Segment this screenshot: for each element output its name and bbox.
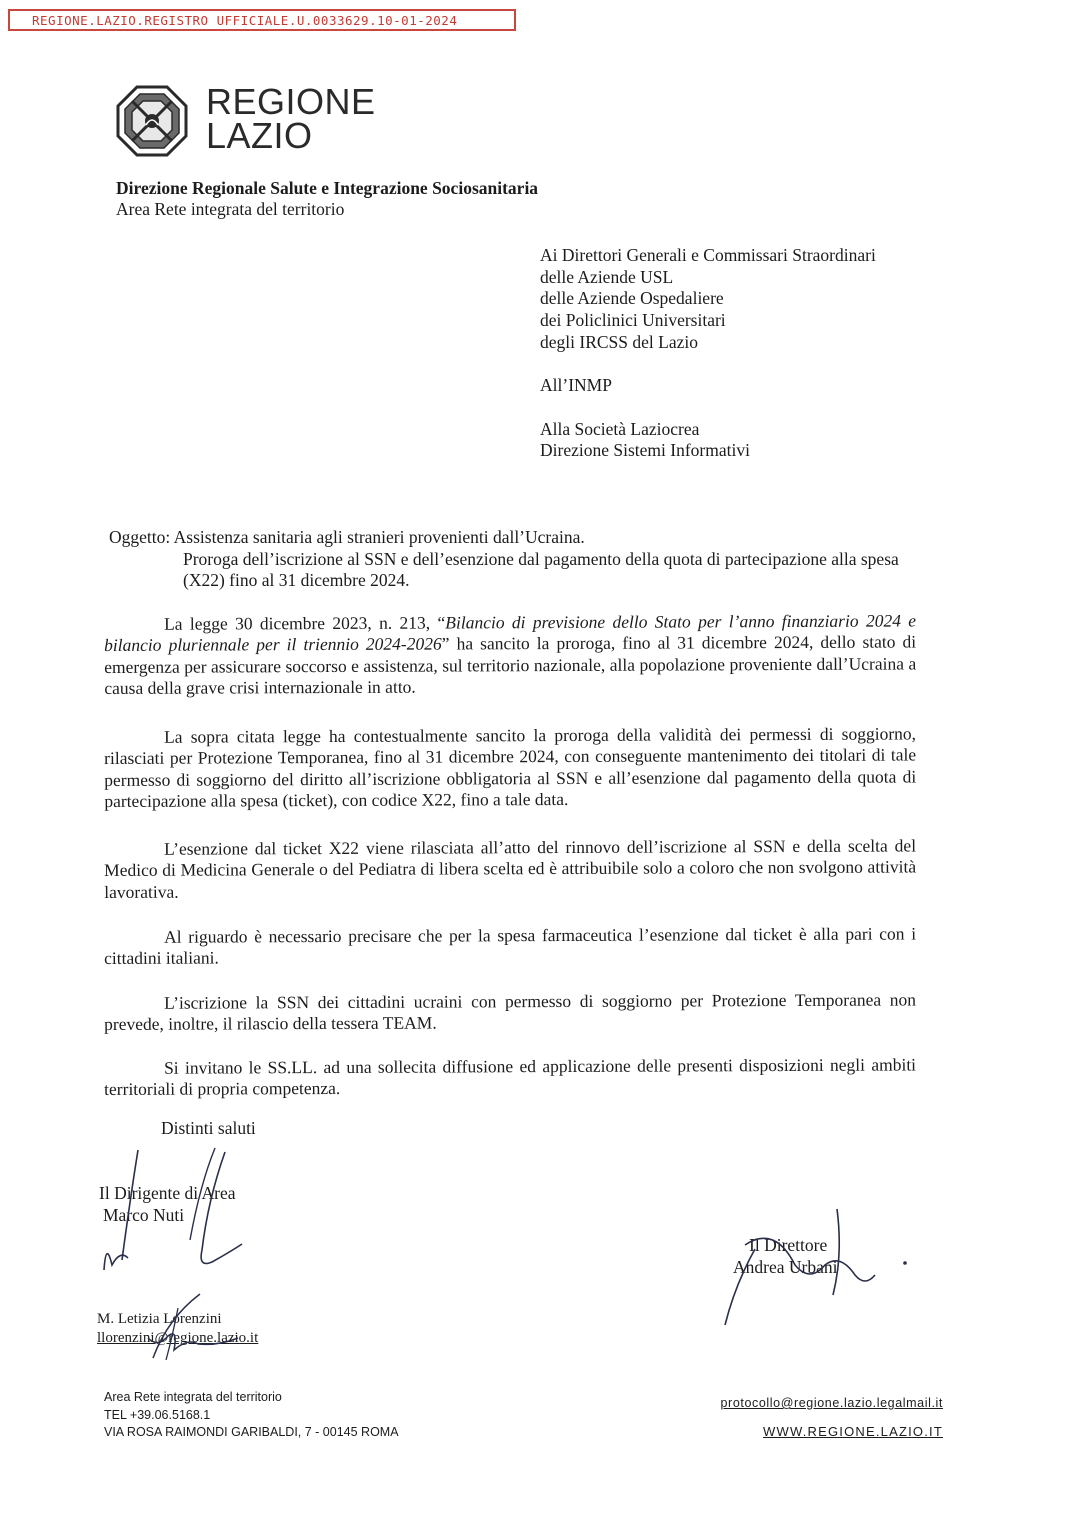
contact-name: M. Letizia Lorenzini xyxy=(97,1311,222,1327)
website-link[interactable]: WWW.REGIONE.LAZIO.IT xyxy=(763,1424,943,1439)
recipient-line: Ai Direttori Generali e Commissari Straordinari xyxy=(540,245,876,265)
paragraph-1-end: ” ha sancito la proroga, fino al 31 dicembre 2024, dello stato di emergenza per assicurare soccorso e assistenza, sul territorio nazionale, alla popolazione proveniente dall’Ucraina a causa della grave crisi internazionale in atto. xyxy=(104,631,917,698)
footer-address xyxy=(104,1389,399,1442)
right-signatory-name: Andrea Urbani xyxy=(733,1256,838,1277)
department-name: Direzione Regionale Salute e Integrazione Sociosanitaria xyxy=(116,178,539,198)
recipient-line: delle Aziende USL xyxy=(540,266,674,287)
body-paragraph-4: Al riguardo è necessario precisare che per la spesa farmaceutica l’esenzione dal ticket è alla pari con i cittadini italiani. xyxy=(104,923,917,969)
logo-line-2: LAZIO xyxy=(206,115,313,156)
subject-label: Oggetto: xyxy=(109,527,171,547)
recipient-line: delle Aziende Ospedaliere xyxy=(540,288,724,309)
left-signatory-name: Marco Nuti xyxy=(103,1204,185,1225)
pec-email-link[interactable]: protocollo@regione.lazio.legalmail.it xyxy=(720,1396,943,1410)
area-name: Area Rete integrata del territorio xyxy=(116,199,345,219)
right-signatory xyxy=(733,1235,837,1278)
recipient-line: Alla Società Laziocrea xyxy=(540,418,700,439)
recipient-spacer xyxy=(540,354,876,376)
body-paragraph-1 xyxy=(104,610,916,699)
left-signatory xyxy=(99,1183,236,1226)
recipients-block xyxy=(540,245,876,462)
contact-block xyxy=(97,1310,258,1348)
recipient-line: degli IRCSS del Lazio xyxy=(540,331,698,352)
closing-salutation: Distinti saluti xyxy=(161,1118,256,1138)
recipient-spacer xyxy=(540,397,876,419)
recipient-line: Direzione Sistemi Informativi xyxy=(540,440,750,461)
regione-lazio-emblem-icon xyxy=(116,85,188,157)
footer-phone: TEL +39.06.5168.1 xyxy=(104,1407,211,1422)
footer-links xyxy=(721,1396,944,1439)
body-paragraph-3: L’esenzione dal ticket X22 viene rilasciata all’atto del rinnovo dell’iscrizione al SSN e della scelta del Medico di Medicina Generale o del Pediatra di libera scelta ed è attribuibile solo a coloro che non svolgono attività lavorativa. xyxy=(104,835,917,902)
right-signatory-role: Il Direttore xyxy=(749,1235,828,1255)
law-title: Bilancio di previsione dello Stato per l’anno finanziario 2024 e bilancio pluriennale per il triennio 2024-2026 xyxy=(104,610,917,656)
body-paragraph-2: La sopra citata legge ha contestualmente sancito la proroga della validità dei permessi di soggiorno, rilasciati per Protezione Temporanea, fino al 31 dicembre 2024, con conseguente mantenimento dei titolari di tale permesso di soggiorno del diritto all’iscrizione obbligatoria al SSN e all’esenzione dal pagamento della quota di partecipazione alla spesa (ticket), con codice X22, fino a tale data. xyxy=(104,723,917,811)
left-signatory-role: Il Dirigente di Area xyxy=(99,1183,236,1203)
footer-office: Area Rete integrata del territorio xyxy=(104,1390,282,1404)
recipient-line: dei Policlinici Universitari xyxy=(540,310,726,331)
subject-title: Assistenza sanitaria agli stranieri provenienti dall’Ucraina. xyxy=(173,527,585,547)
subject-block xyxy=(109,527,919,592)
recipient-line: All’INMP xyxy=(540,375,612,396)
contact-email[interactable]: llorenzini@regione.lazio.it xyxy=(97,1330,259,1346)
logo-line-1: REGIONE xyxy=(206,81,376,122)
body-paragraph-6: Si invitano le SS.LL. ad una sollecita diffusione ed applicazione delle presenti disposizioni negli ambiti territoriali di propria competenza. xyxy=(104,1054,917,1100)
subject-detail: Proroga dell’iscrizione al SSN e dell’esenzione dal pagamento della quota di partecipazione alla spesa (X22) fino al 31 dicembre 2024. xyxy=(183,548,899,590)
paragraph-1-start: La legge 30 dicembre 2023, n. 213, “ xyxy=(163,612,446,634)
protocol-stamp: REGIONE.LAZIO.REGISTRO UFFICIALE.U.0033629.10-01-2024 xyxy=(8,9,516,31)
regione-lazio-wordmark xyxy=(206,81,376,156)
subject-first-line xyxy=(109,527,919,549)
body-paragraph-5: L’iscrizione la SSN dei cittadini ucraini con permesso di soggiorno per Protezione Temporanea non prevede, inoltre, il rilascio della tessera TEAM. xyxy=(104,989,917,1035)
footer-street: VIA ROSA RAIMONDI GARIBALDI, 7 - 00145 ROMA xyxy=(104,1425,399,1439)
